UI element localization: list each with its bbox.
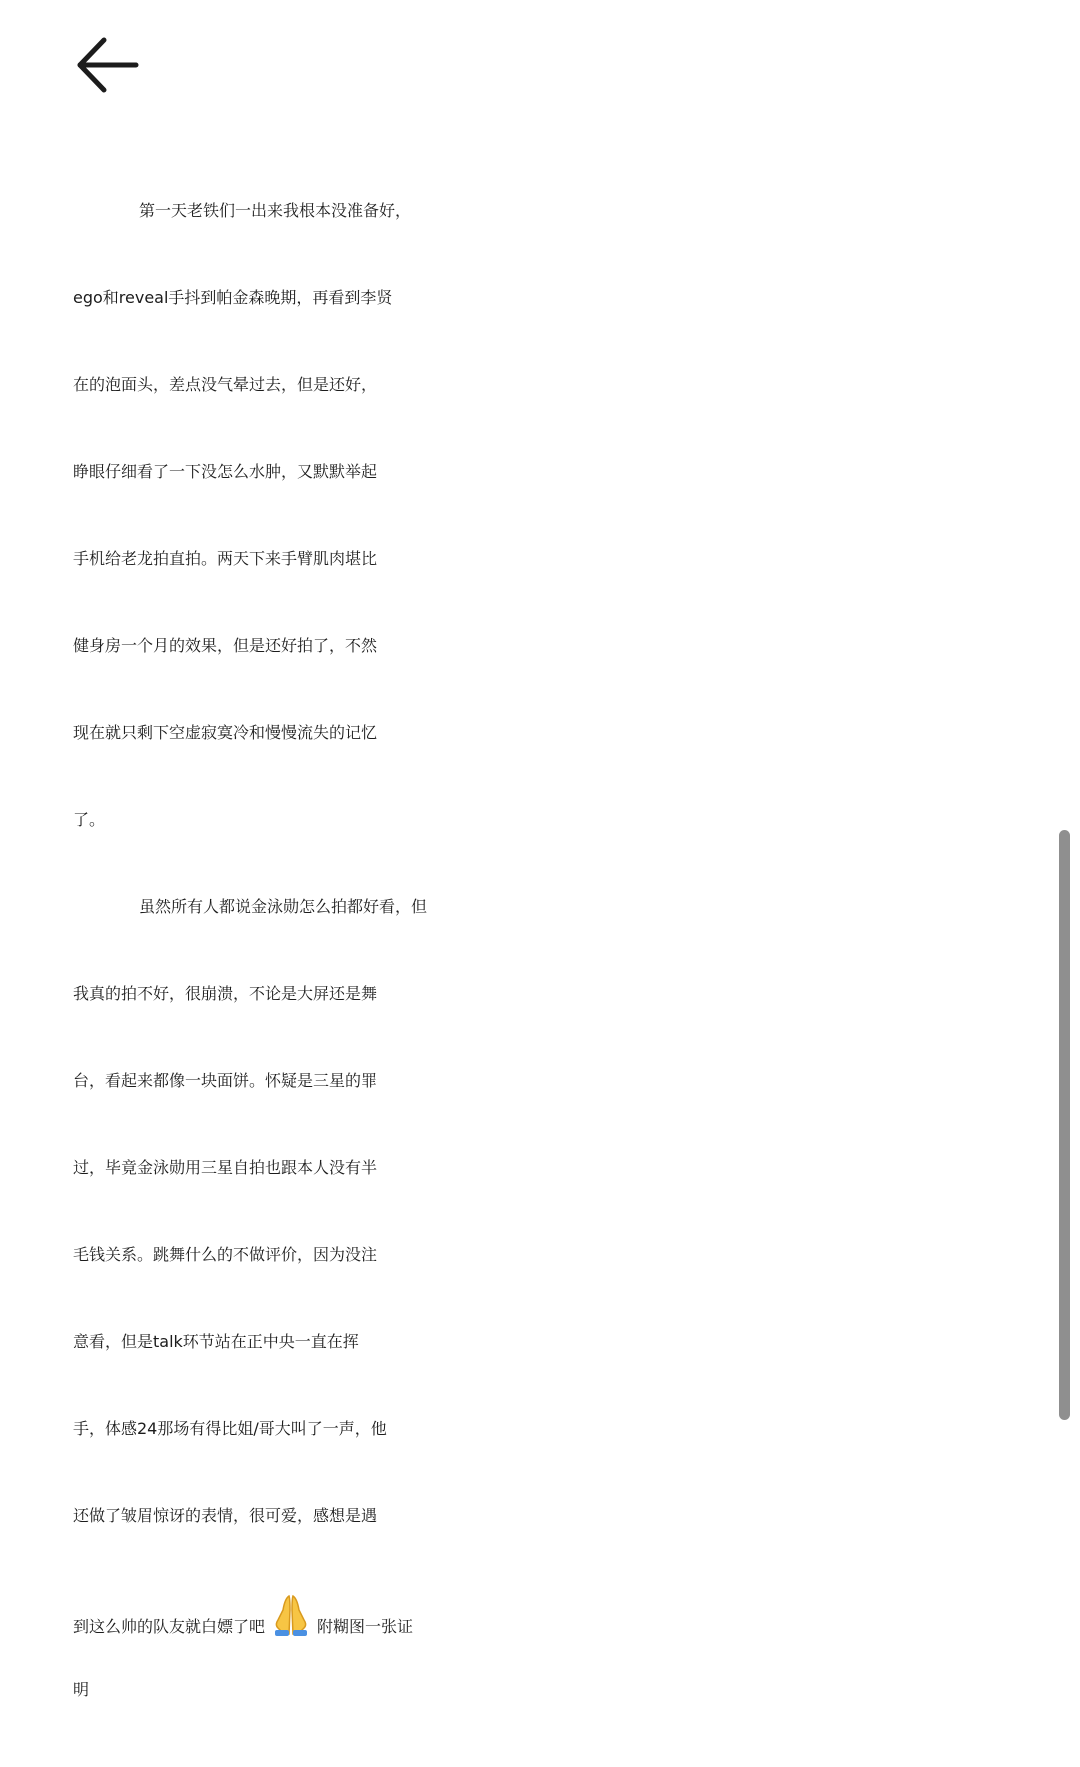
text-line: 睁眼仔细看了一下没怎么水肿，又默默举起 <box>73 462 378 481</box>
back-button[interactable] <box>62 20 152 110</box>
text-line: 明 <box>73 1680 90 1699</box>
text-line: 第一天老铁们一出来我根本没准备好， <box>139 201 412 220</box>
text-line: 虽然所有人都说金泳勋怎么拍都好看，但 <box>139 897 428 916</box>
arrow-left-icon <box>72 30 142 100</box>
scrollbar[interactable] <box>1059 830 1070 1420</box>
text-line: 我真的拍不好，很崩溃，不论是大屏还是舞 <box>73 984 378 1003</box>
text-line: 意看，但是talk环节站在正中央一直在挥 <box>73 1332 359 1351</box>
text-line: ego和reveal手抖到帕金森晚期，再看到李贤 <box>73 288 393 307</box>
text-line: 台，看起来都像一块面饼。怀疑是三星的罪 <box>73 1071 378 1090</box>
text-line <box>73 1590 1008 1677</box>
text-segment: 到这么帅的队友就白嫖了吧 <box>73 1617 266 1636</box>
text-line: 在的泡面头，差点没气晕过去，但是还好， <box>73 375 378 394</box>
text-line: 手，体感24那场有得比姐/哥大叫了一声，他 <box>73 1419 387 1438</box>
text-line: 健身房一个月的效果，但是还好拍了，不然 <box>73 636 378 655</box>
text-line: 现在就只剩下空虚寂寞冷和慢慢流失的记忆 <box>73 723 378 742</box>
folded-hands-emoji-icon <box>267 1590 315 1638</box>
text-line: 还做了皱眉惊讶的表情，很可爱，感想是遇 <box>73 1506 378 1525</box>
scrollbar-thumb[interactable] <box>1059 830 1070 1420</box>
text-line: 了。 <box>73 810 106 829</box>
text-line: 手机给老龙拍直拍。两天下来手臂肌肉堪比 <box>73 549 378 568</box>
text-line: 过，毕竟金泳勋用三星自拍也跟本人没有半 <box>73 1158 378 1177</box>
text-segment: 附糊图一张证 <box>317 1617 414 1636</box>
paragraph-1 <box>73 198 1008 894</box>
paragraph-2 <box>73 894 1008 1764</box>
text-line: 毛钱关系。跳舞什么的不做评价，因为没注 <box>73 1245 378 1264</box>
article-body <box>73 198 1008 1764</box>
